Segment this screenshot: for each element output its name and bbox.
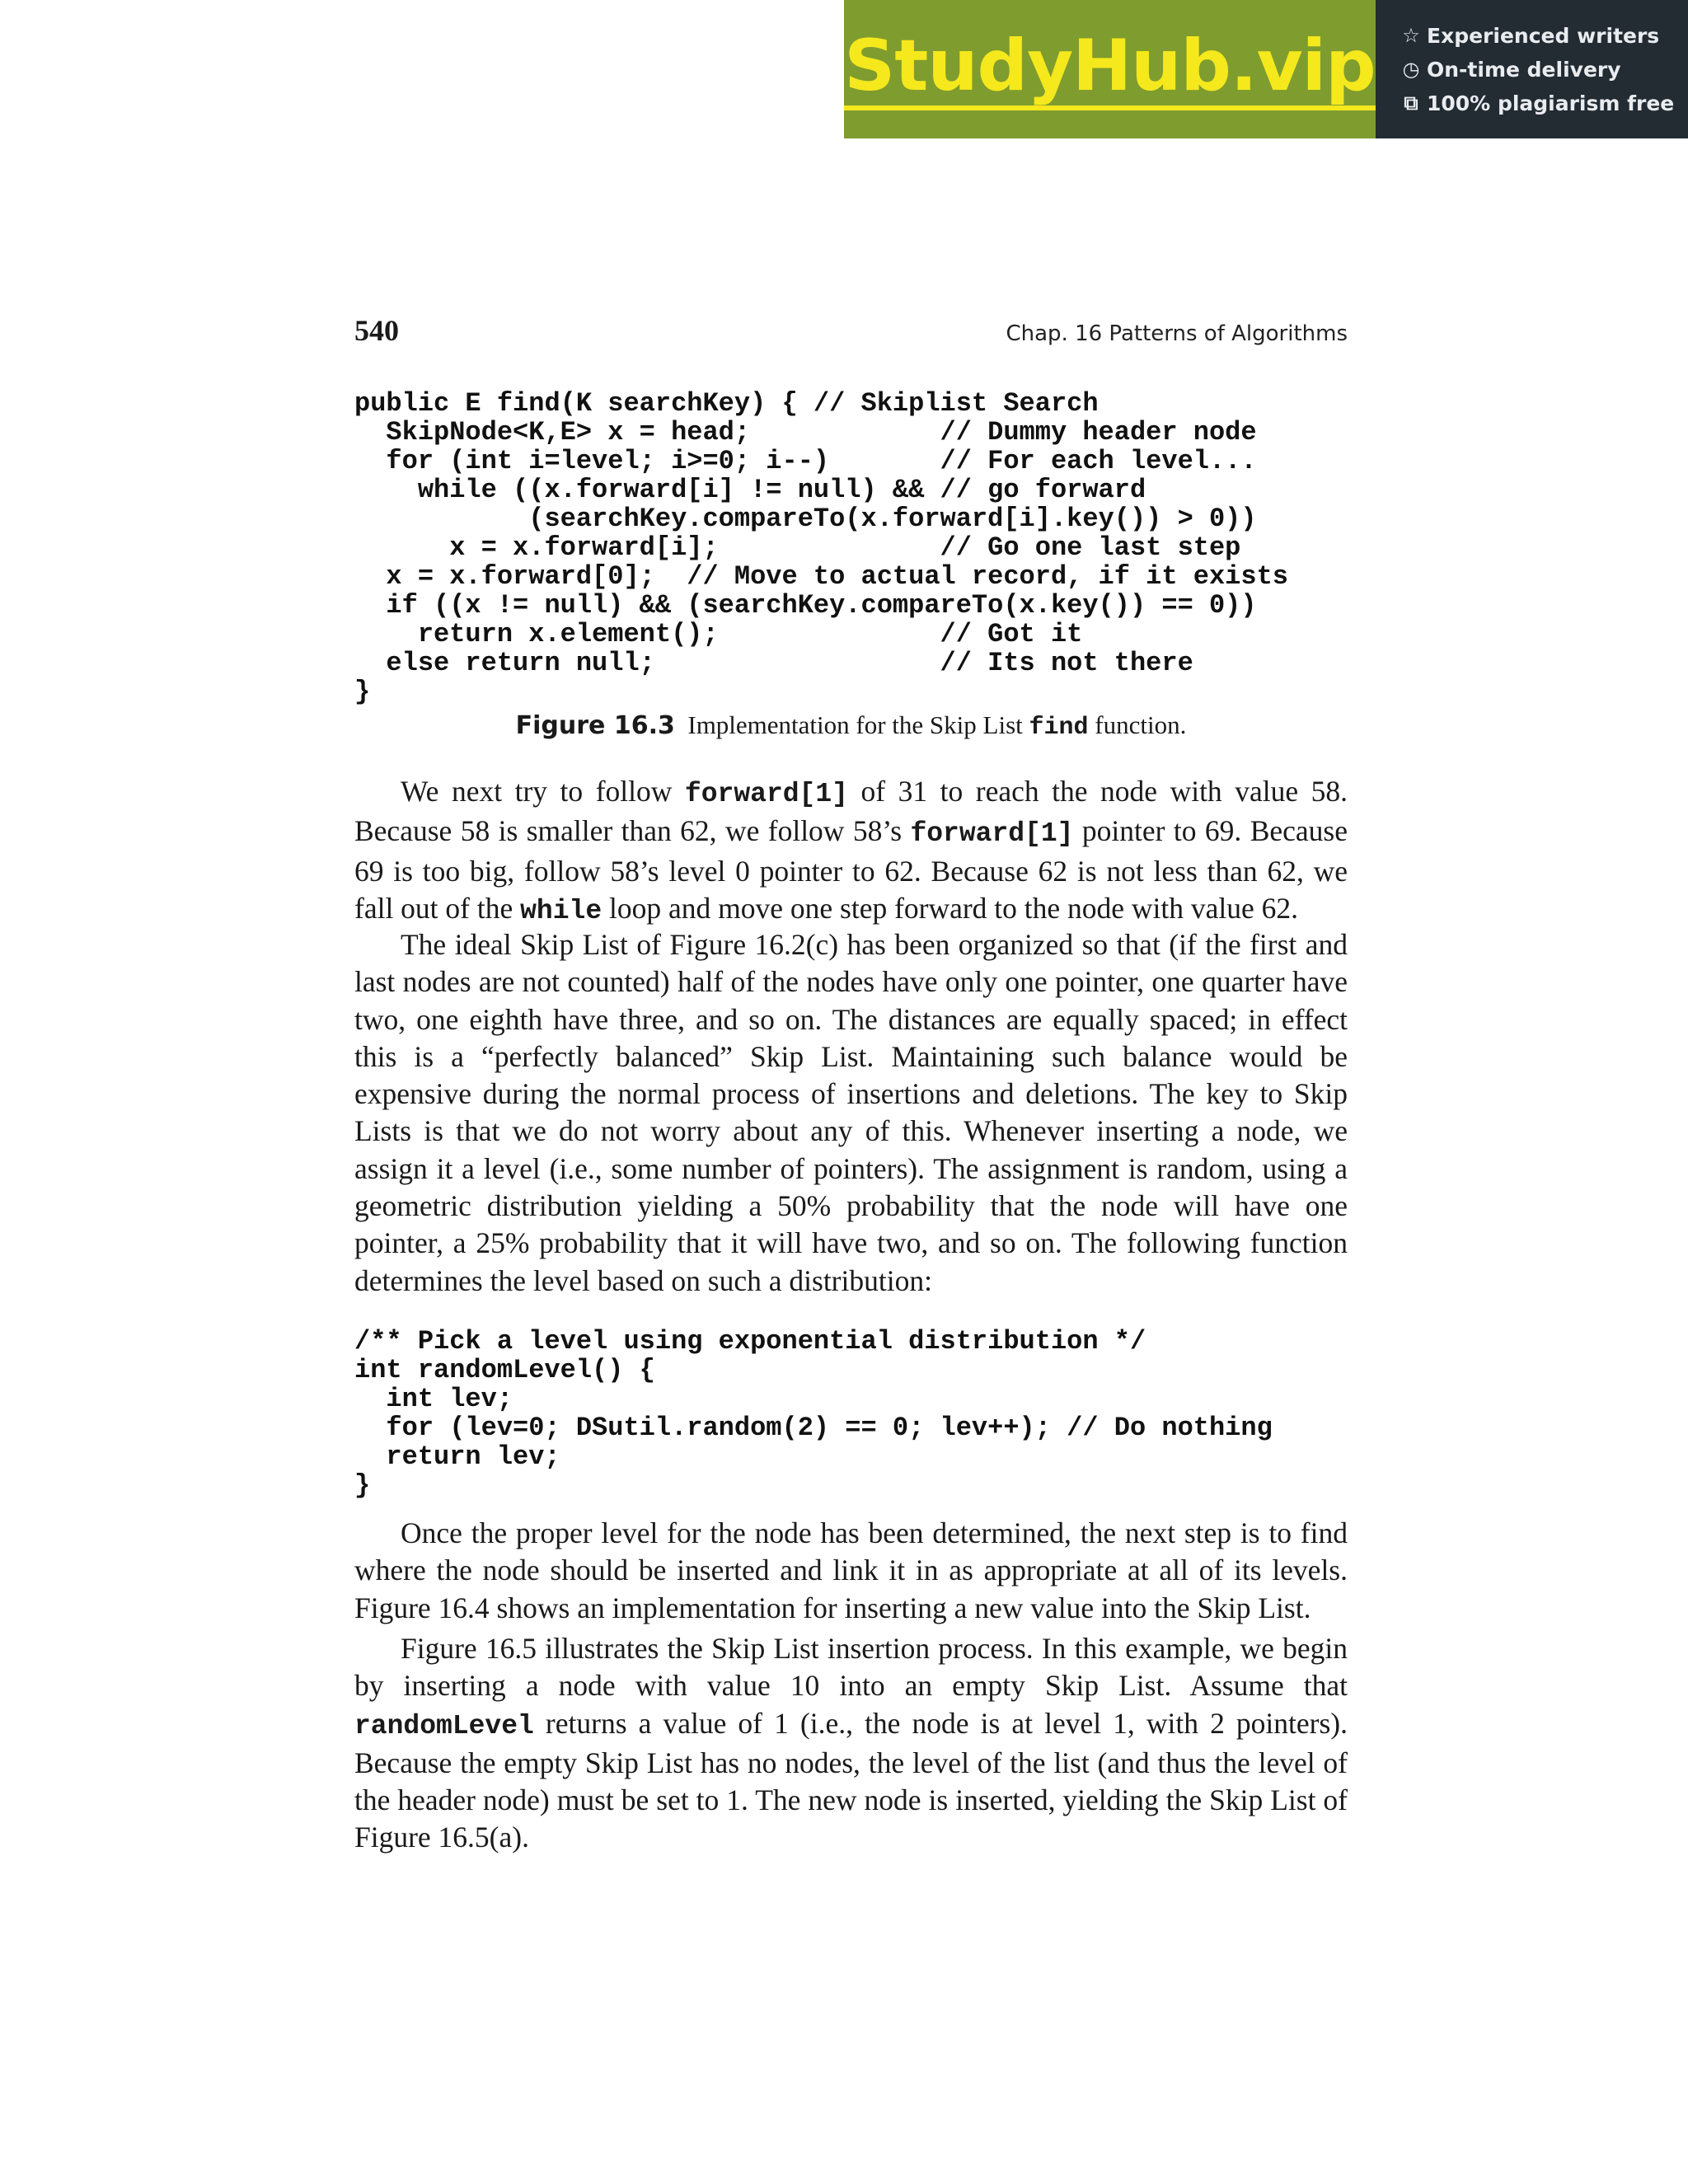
code-line: for (lev=0; DSutil.random(2) == 0; lev++); // Do nothing	[354, 1413, 1273, 1443]
code-line: return x.element(); // Got it	[354, 619, 1083, 649]
code-line: int lev;	[354, 1384, 513, 1414]
logo-text: StudyHub.vip	[844, 28, 1375, 110]
code-line: x = x.forward[i]; // Go one last step	[354, 532, 1241, 563]
feature-experienced-writers	[1400, 22, 1688, 49]
feature-text: On-time delivery	[1427, 57, 1621, 82]
text-run: loop and move one step forward to the node with value 62.	[602, 891, 1299, 925]
figure-caption	[354, 710, 1348, 742]
inline-code: randomLevel	[354, 1710, 534, 1741]
code-line: x = x.forward[0]; // Move to actual record, if it exists	[354, 561, 1288, 592]
caption-code: find	[1029, 714, 1089, 742]
inline-code: while	[520, 895, 603, 926]
paragraph-3: Once the proper level for the node has been determined, the next step is to find where the node should be inserted and link it in as appropriate at all of its levels. Figure 16.4 shows an implementation for inserting a new value into the Skip List.	[354, 1516, 1348, 1624]
clock-icon: ◷	[1402, 57, 1420, 81]
page-number: 540	[354, 314, 399, 347]
code-line: if ((x != null) && (searchKey.compareTo(x.key()) == 0))	[354, 590, 1257, 621]
feature-text: 100% plagiarism free	[1427, 91, 1675, 115]
caption-text: Implementation for the Skip List	[687, 710, 1023, 739]
feature-plagiarism-free	[1400, 90, 1688, 117]
code-line: }	[354, 677, 371, 707]
code-line: for (int i=level; i>=0; i--) // For each level...	[354, 446, 1257, 476]
paragraph-1	[354, 773, 1348, 930]
ad-banner[interactable]	[844, 0, 1688, 138]
code-line: public E find(K searchKey) { // Skiplist Search	[354, 388, 1099, 419]
text-run: of 31 to reach the node with value 58. Because 58 is smaller than 62, we follow 58’s	[354, 775, 1348, 848]
page-header	[354, 313, 1348, 363]
caption-text: function.	[1095, 710, 1187, 739]
code-line: return lev;	[354, 1441, 560, 1472]
code-line: SkipNode<K,E> x = head; // Dummy header node	[354, 417, 1257, 448]
text-run: pointer to 69. Because 69 is too big, follow 58’s level 0 pointer to 62. Because 62 is not less than 62, we fall out of the	[354, 814, 1348, 925]
code-line: while ((x.forward[i] != null) && // go forward	[354, 475, 1146, 505]
star-icon: ☆	[1402, 23, 1420, 47]
code-listing-find	[354, 389, 1288, 706]
banner-features	[1376, 0, 1688, 138]
code-listing-random-level	[354, 1327, 1273, 1500]
inline-code: forward[1]	[684, 779, 848, 809]
code-line: (searchKey.compareTo(x.forward[i].key()) > 0))	[354, 504, 1257, 534]
feature-text: Experienced writers	[1427, 23, 1660, 48]
inline-code: forward[1]	[910, 818, 1074, 850]
studyhub-logo[interactable]	[844, 0, 1376, 138]
code-line: else return null; // Its not there	[354, 648, 1193, 678]
text-run: returns a value of 1 (i.e., the node is at level 1, with 2 pointers). Because the empty Skip List has no nodes, the level of the list (and thus the level of the header node) must be set to 1. The new node is inserted, yielding the Skip List of Figure 16.5(a).	[354, 1706, 1348, 1854]
feature-on-time-delivery	[1400, 56, 1688, 83]
code-line: /** Pick a level using exponential distribution */	[354, 1326, 1146, 1357]
text-run: We next try to follow	[401, 775, 685, 808]
paragraph-4	[354, 1630, 1348, 1857]
text-run: Figure 16.5 illustrates the Skip List insertion process. In this example, we begin by inserting a node with value 10 into an empty Skip List. Assume that	[354, 1632, 1348, 1703]
code-line: int randomLevel() {	[354, 1355, 655, 1385]
copy-icon: ⧉	[1404, 91, 1418, 115]
figure-label: Figure 16.3	[515, 711, 675, 740]
code-line: }	[354, 1470, 371, 1501]
running-head: Chap. 16 Patterns of Algorithms	[1006, 321, 1348, 346]
paragraph-2: The ideal Skip List of Figure 16.2(c) has been organized so that (if the first and last nodes are not counted) half of the nodes have only one pointer, one quarter have two, one eighth have three, and so on. The distances are equally spaced; in effect this is a “perfectly balanced” Skip List. Maintaining such balance would be expensive during the normal process of insertions and deletions. The key to Skip Lists is that we do not worry about any of this. Whenever inserting a node, we assign it a level (i.e., some number of pointers). The assignment is random, using a geometric distribution yielding a 50% probability that the node will have one pointer, a 25% probability that it will have two, and so on. The following function determines the level based on such a distribution:	[354, 928, 1348, 1297]
